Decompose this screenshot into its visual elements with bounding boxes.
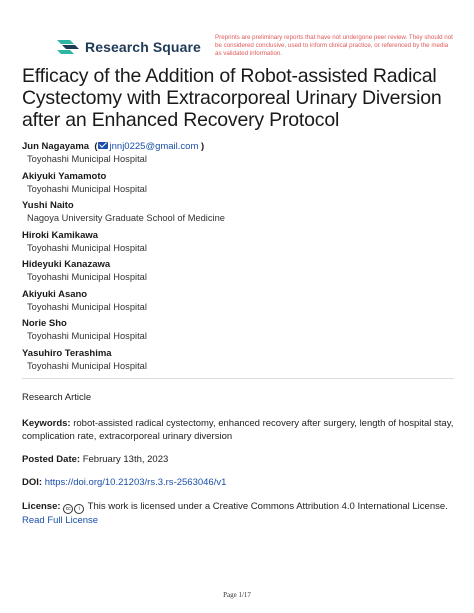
author-name: Akiyuki Asano — [22, 288, 88, 300]
logo-text: Research Square — [85, 39, 201, 55]
author-name: Akiyuki Yamamoto — [22, 170, 107, 182]
author-entry — [22, 170, 462, 200]
paper-title: Efficacy of the Addition of Robot-assisted Radical Cystectomy with Extracorporeal Urinary Diversion after an Enhanced Recovery Protocol — [22, 65, 442, 131]
doi-label: DOI: — [22, 477, 43, 488]
posted-date-value: February 13th, 2023 — [82, 454, 169, 465]
author-entry — [22, 347, 462, 377]
author-affiliation: Toyohashi Municipal Hospital — [27, 154, 147, 164]
mail-icon — [98, 142, 108, 149]
license — [22, 500, 462, 527]
author-name: Jun Nagayama — [22, 141, 90, 152]
author-name: Hideyuki Kanazawa — [22, 259, 111, 270]
keywords — [22, 417, 462, 443]
author-entry — [22, 317, 462, 347]
author-email-link[interactable]: jnnj0225@gmail.com — [98, 141, 199, 152]
keywords-label: Keywords: — [22, 418, 71, 429]
license-label: License: — [22, 501, 61, 512]
page-number: Page 1/17 — [223, 591, 251, 599]
research-square-logo[interactable] — [57, 37, 201, 57]
author-affiliation: Toyohashi Municipal Hospital — [27, 331, 147, 341]
read-full-license-link[interactable]: Read Full License — [22, 515, 99, 526]
author-name: Yasuhiro Terashima — [22, 347, 112, 359]
author-entry — [22, 199, 462, 229]
posted-date — [22, 453, 462, 466]
posted-date-label: Posted Date: — [22, 454, 81, 465]
research-square-logo-icon — [57, 37, 79, 57]
author-name: Hiroki Kamikawa — [22, 229, 99, 241]
license-text: This work is licensed under a Creative Commons Attribution 4.0 International License. — [87, 501, 448, 512]
author-affiliation: Toyohashi Municipal Hospital — [27, 360, 147, 371]
author-affiliation: Toyohashi Municipal Hospital — [27, 242, 147, 253]
author-list — [22, 140, 462, 376]
author-affiliation: Toyohashi Municipal Hospital — [27, 272, 147, 282]
author-name: Yushi Naito — [22, 200, 74, 211]
author-entry: Jun Nagayama ( jnnj0225@gmail.com ) Toyohashi Municipal Hospital — [22, 140, 462, 170]
author-entry — [22, 229, 462, 259]
section-divider — [22, 378, 454, 379]
author-entry — [22, 288, 462, 318]
author-affiliation: Nagoya University Graduate School of Medicine — [27, 213, 225, 223]
doi-link[interactable]: https://doi.org/10.21203/rs.3.rs-2563046/v1 — [44, 477, 227, 488]
keywords-text: robot-assisted radical cystectomy, enhanced recovery after surgery, length of hospital stay, complication rate, extracorporeal urinary diversion — [22, 418, 454, 442]
attribution-icon: i — [74, 504, 84, 514]
article-type: Research Article — [22, 392, 92, 403]
author-entry — [22, 258, 462, 288]
author-affiliation: Toyohashi Municipal Hospital — [27, 183, 147, 194]
doi — [22, 476, 462, 489]
preprint-disclaimer: Preprints are preliminary reports that have not undergone peer review. They should not be considered conclusive, used to inform clinical practice, or referenced by the media as validated information. — [215, 34, 453, 57]
author-affiliation: Toyohashi Municipal Hospital — [27, 301, 147, 312]
author-name: Norie Sho — [22, 318, 67, 329]
creative-commons-icon: cc — [63, 504, 73, 514]
